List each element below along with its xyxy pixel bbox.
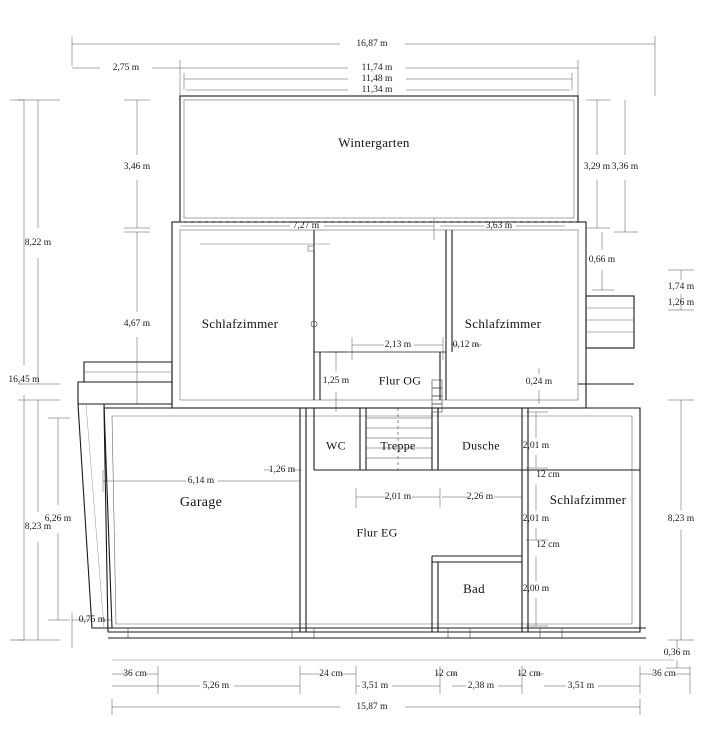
dimension-top-275: 2,75 m [112, 63, 140, 73]
dimension-left-467: 4,67 m [123, 319, 151, 329]
room-label-treppe: Treppe [380, 438, 416, 453]
dimension-right-823: 8,23 m [667, 514, 695, 524]
dimension-left-346: 3,46 m [123, 162, 151, 172]
dimension-left-822: 8,22 m [24, 238, 52, 248]
dimension-right-036: 0,36 m [663, 648, 691, 658]
dimension-right-200: 2,00 m [522, 584, 550, 594]
dimension-top-1174: 11,74 m [361, 63, 393, 73]
room-label-bad: Bad [463, 581, 485, 596]
room-label-wc: WC [326, 438, 346, 453]
dimension-right-126: 1,26 m [667, 298, 695, 308]
room-label-dusche: Dusche [462, 438, 500, 453]
dimension-inner-363: 3,63 m [485, 221, 513, 231]
dimension-left-626: 6,26 m [44, 514, 72, 524]
dimension-inner-226: 2,26 m [466, 492, 494, 502]
dimension-right-201-b: 2,01 m [522, 514, 550, 524]
room-label-schlafzimmer-og-left: Schlafzimmer [201, 316, 279, 331]
room-label-wintergarten: Wintergarten [338, 135, 410, 150]
dimension-right-12cm-b: 12 cm [536, 540, 560, 550]
dimension-right-201-a: 2,01 m [522, 441, 550, 451]
dimension-bottom-238: 2,38 m [467, 681, 495, 691]
dimension-top-overall: 16,87 m [356, 39, 388, 49]
dimension-bottom-526: 5,26 m [202, 681, 230, 691]
dimension-bottom-351-right: 3,51 m [567, 681, 595, 691]
dimension-left-823: 8,23 m [24, 522, 52, 532]
dimension-bottom-12cm-b: 12 cm [517, 669, 541, 679]
dimension-left-075: 0,75 m [78, 615, 106, 625]
dimension-bottom-36cm-left: 36 cm [123, 669, 147, 679]
dimension-right-024: 0,24 m [525, 377, 553, 387]
room-label-garage: Garage [179, 495, 223, 510]
dimension-top-1148: 11,48 m [361, 74, 393, 84]
dimension-right-329: 3,29 m [583, 162, 611, 172]
dimension-left-1645: 16,45 m [8, 375, 40, 385]
dimension-inner-201: 2,01 m [384, 492, 412, 502]
room-label-flur-eg: Flur EG [356, 525, 398, 540]
dimension-right-066: 0,66 m [588, 255, 616, 265]
dimension-bottom-351-left: 3,51 m [361, 681, 389, 691]
dimension-inner-012: 0,12 m [452, 340, 480, 350]
dimension-bottom-24cm: 24 cm [319, 669, 343, 679]
room-label-schlafzimmer-eg: Schlafzimmer [549, 492, 627, 507]
dimension-right-336: 3,36 m [611, 162, 639, 172]
room-label-schlafzimmer-og-right: Schlafzimmer [464, 316, 542, 331]
room-label-flur-og: Flur OG [378, 373, 422, 388]
dimension-bottom-overall: 15,87 m [356, 702, 388, 712]
dimension-right-174: 1,74 m [667, 282, 695, 292]
dimension-inner-126: 1,26 m [268, 465, 296, 475]
dimension-bottom-36cm-right: 36 cm [652, 669, 676, 679]
dimension-inner-213: 2,13 m [384, 340, 412, 350]
dimension-inner-614: 6,14 m [187, 476, 215, 486]
dimension-top-1134: 11,34 m [361, 85, 393, 95]
dimension-inner-125: 1,25 m [322, 376, 350, 386]
dimension-right-12cm-a: 12 cm [536, 470, 560, 480]
dimension-bottom-12cm-a: 12 cm [434, 669, 458, 679]
dimension-inner-727: 7,27 m [292, 221, 320, 231]
